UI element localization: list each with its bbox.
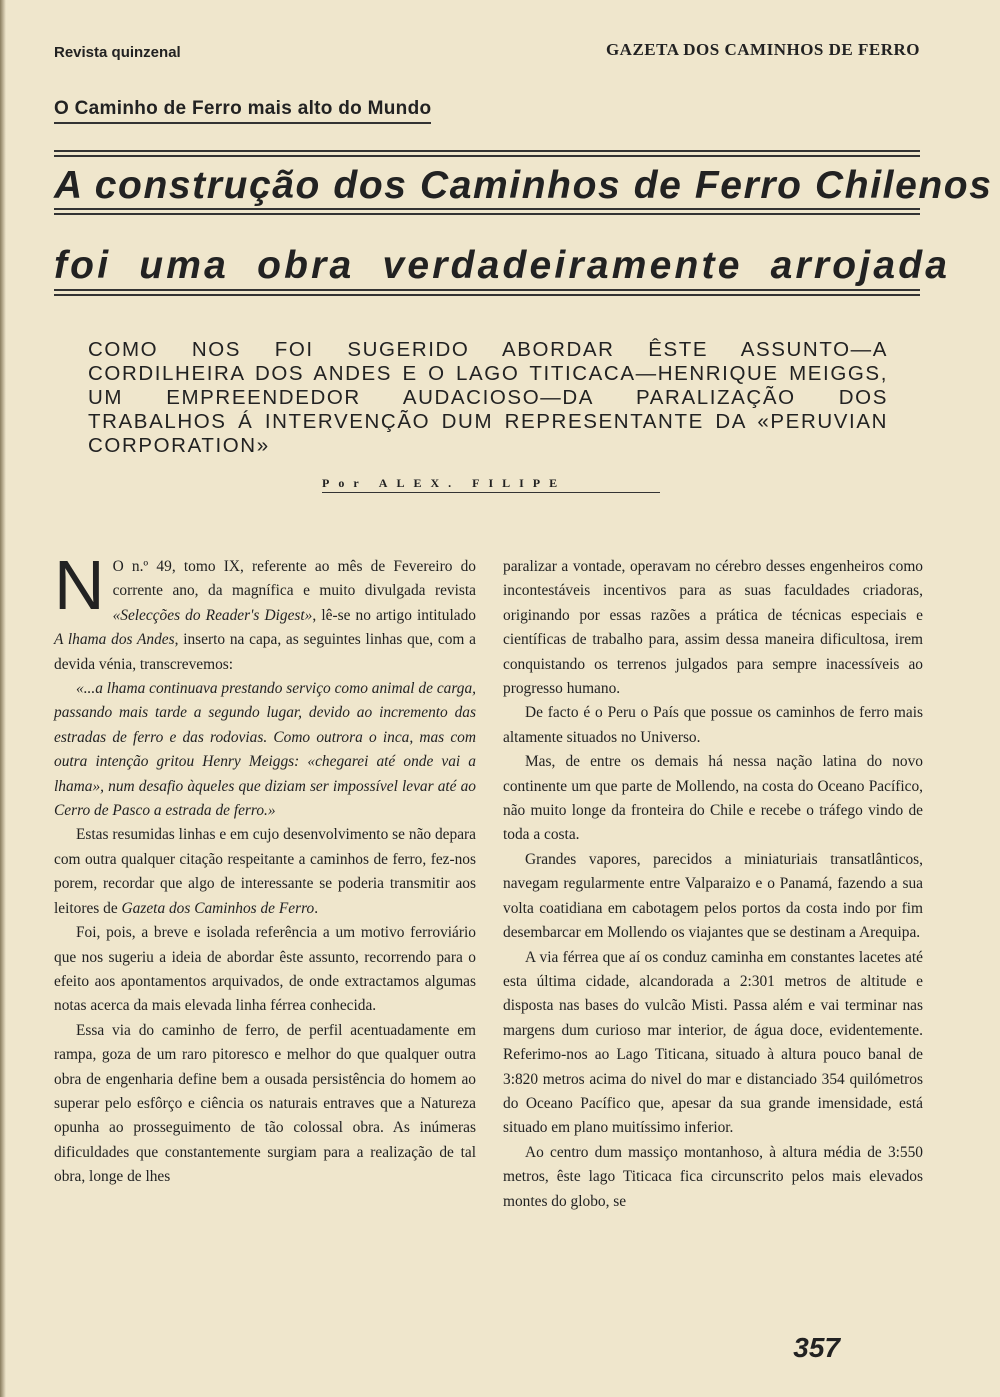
- byline: Por ALEX. FILIPE: [322, 476, 660, 493]
- drop-cap: N: [54, 546, 105, 624]
- text-run: O n.º 49, tomo IX, referente ao mês de Fevereiro do corrente ano, da magnífica e muito divulgada revista: [112, 558, 476, 600]
- article-title: A lhama dos Andes: [54, 631, 175, 649]
- quotation: «...a lhama continuava prestando serviço como animal de carga, passando mais tarde a segundo lugar, devido ao incremento das estradas de ferro e das rodovias. Como outrora o inca, mas com outra intenção gritou Henry Meiggs: «chegarei até onde vai a lhama», num desafio àqueles que diziam ser impossível levar até ao Cerro de Pasco a estrada de ferro.»: [54, 680, 476, 820]
- paragraph: A via férrea que aí os conduz caminha em constantes lacetes até esta última cidade, alcandorada a 2:301 metros de altitude e disposta nas bases do vulcão Misti. Passa além e vai terminar nas margens dum curioso mar interior, de água doce, evidentemente. Referimo-nos ao Lago Titicana, situado à altura pouco banal de 3:820 metros acima do nivel do mar e distanciado 354 quilómetros do Oceano Pacífico que, apesar da sua grande imensidade, está situado em plano muitíssimo inferior.: [503, 948, 923, 1137]
- paragraph: Grandes vapores, parecidos a miniaturiais transatlânticos, navegam regularmente entre Valparaizo e o Panamá, fazendo a sua volta coatidiana em cabotagem pelos portos da costa indo por fim desembarcar em Mollendo os viajantes que se destinam a Arequipa.: [503, 850, 923, 942]
- paragraph-opening: [54, 546, 476, 677]
- headline-line-1: A construção dos Caminhos de Ferro Chilenos: [54, 164, 993, 207]
- rule-mid-1: [54, 208, 920, 210]
- text-run: , lê-se no artigo intitulado: [312, 606, 476, 624]
- rule-bottom-1: [54, 289, 920, 291]
- right-column: [503, 555, 923, 1214]
- paragraph: paralizar a vontade, operavam no cérebro desses engenheiros como incontestáveis incentivos para as suas faculdades criadoras, originando por essas razões a prática de técnicas especiais e científicas de trabalho para, assim dessa maneira dificultosa, irem conquistando os terrenos julgados para sempre inacessíveis ao progresso humano.: [503, 558, 923, 698]
- text-run: .: [314, 899, 319, 917]
- headline-line-2: foi uma obra verdadeiramente arrojada: [54, 244, 951, 287]
- section-title: O Caminho de Ferro mais alto do Mundo: [54, 98, 431, 124]
- running-header-right: GAZETA DOS CAMINHOS DE FERRO: [605, 40, 920, 59]
- rule-bottom-2: [54, 294, 920, 296]
- text-run: , inserto na capa, as seguintes linhas que, com a devida vénia, transcrevemos:: [54, 631, 476, 673]
- paragraph: De facto é o Peru o País que possue os caminhos de ferro mais altamente situados no Universo.: [503, 704, 923, 746]
- paragraph: Foi, pois, a breve e isolada referência a um motivo ferroviário que nos sugeriu a ideia de abordar êste assunto, recorrendo para o efeito aos apontamentos arquivados, de onde extractamos algumas notas acerca da mais elevada linha férrea conhecida.: [54, 924, 476, 1015]
- publication-title: «Selecções do Reader's Digest»: [112, 606, 313, 624]
- rule-mid-2: [54, 213, 920, 215]
- article-deck: COMO NOS FOI SUGERIDO ABORDAR ÊSTE ASSUNTO—A CORDILHEIRA DOS ANDES E O LAGO TITICACA—HENRIQUE MEIGGS, UM EMPREENDEDOR AUDACIOSO—DA PARALIZAÇÃO DOS TRABALHOS Á INTERVENÇÃO DUM REPRESENTANTE DA «PERUVIAN CORPORATION»: [88, 338, 888, 457]
- paragraph: Essa via do caminho de ferro, de perfil acentuadamente em rampa, goza de um raro pitoresco e melhor do que qualquer outra obra de engenharia define bem a ousada persistência do homem ao superar pelo esfôrço e ciência os naturais entraves que a Natureza opunha ao prosseguimento de tão colossal obra. As inúmeras dificuldades que constantemente surgiam para a realização de tal obra, longe de lhes: [54, 1021, 476, 1186]
- text-run: Estas resumidas linhas e em cujo desenvolvimento se não depara com outra qualquer citação respeitante a caminhos de ferro, fez-nos porem, recordar que algo de interessante se poderia transmitir aos leitores de: [54, 826, 476, 917]
- rule-top-1: [54, 150, 920, 152]
- paragraph: [54, 823, 476, 921]
- left-column: [54, 546, 476, 1190]
- paragraph: Mas, de entre os demais há nessa nação latina do novo continente um que parte de Mollendo, na costa do Oceano Pacífico, não muito longe da fronteira do Chile e recebe o tráfego vindo de toda a costa.: [503, 753, 923, 844]
- paragraph: Ao centro dum massiço montanhoso, à altura média de 3:550 metros, êste lago Titicaca fica circunscrito pelos mais elevados montes do globo, se: [503, 1143, 923, 1210]
- page-binding-edge: [0, 0, 6, 1397]
- running-header-left: Revista quinzenal: [54, 44, 181, 61]
- magazine-title: Gazeta dos Caminhos de Ferro: [121, 899, 315, 917]
- page-number: 357: [793, 1332, 840, 1363]
- rule-top-2: [54, 155, 920, 157]
